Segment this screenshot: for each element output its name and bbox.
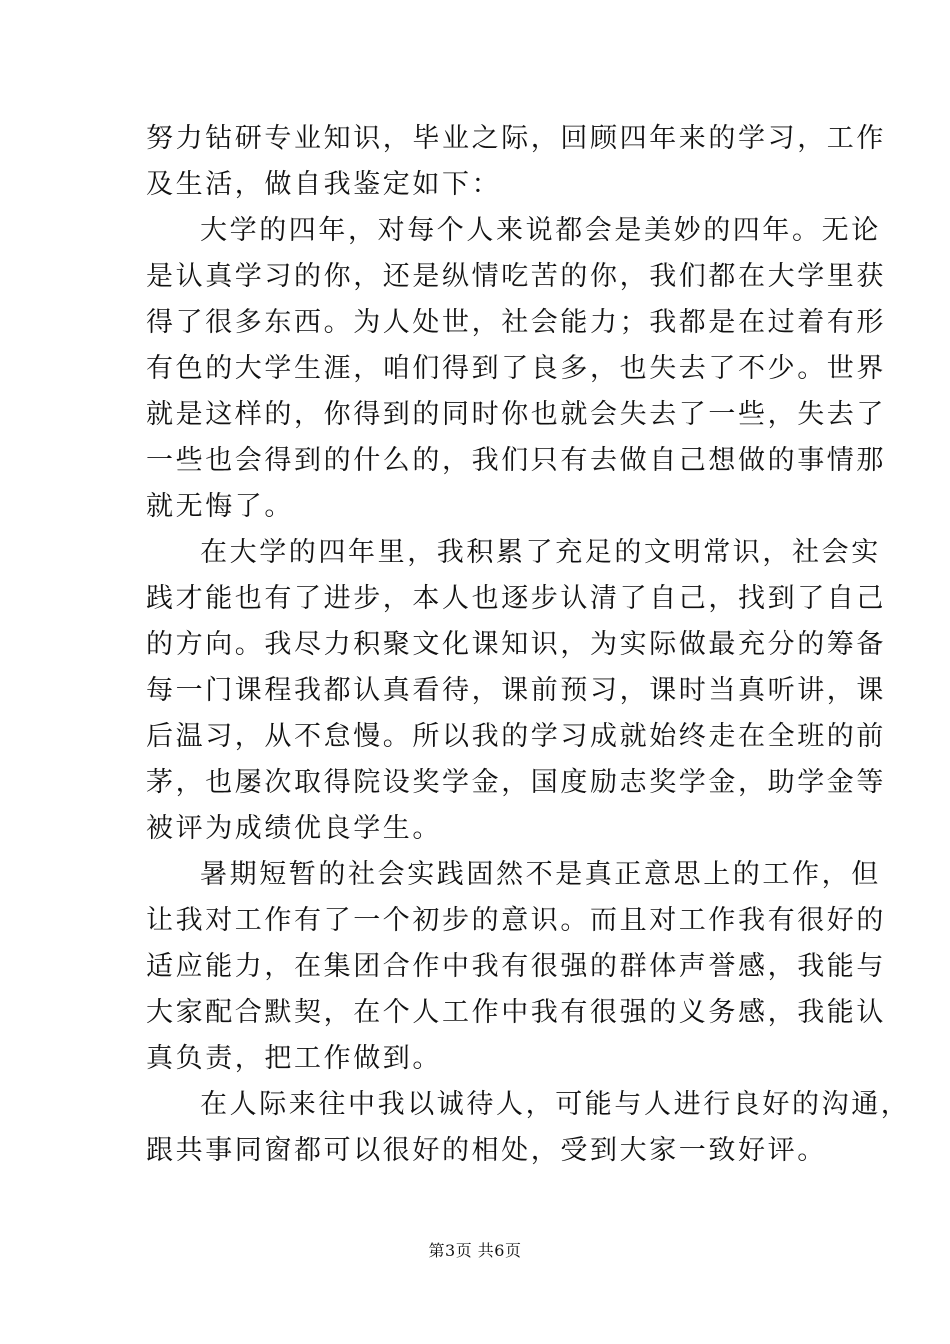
- text-line: 茅，也屡次取得院设奖学金，国度励志奖学金，助学金等: [146, 767, 886, 798]
- text-line: 大家配合默契，在个人工作中我有很强的义务感，我能认: [146, 997, 886, 1028]
- paragraph-start-line: 暑期短暂的社会实践固然不是真正意思上的工作，但: [200, 859, 881, 890]
- document-body: [146, 116, 911, 1174]
- text-line: 每一门课程我都认真看待，课前预习，课时当真听讲，课: [146, 675, 886, 706]
- text-line: 一些也会得到的什么的，我们只有去做自己想做的事情那: [146, 445, 886, 476]
- text-line: 得了很多东西。为人处世，社会能力；我都是在过着有形: [146, 307, 886, 338]
- text-line: 努力钻研专业知识，毕业之际，回顾四年来的学习，工作: [146, 123, 886, 154]
- text-line: 让我对工作有了一个初步的意识。而且对工作我有很好的: [146, 905, 886, 936]
- text-line: 适应能力，在集团合作中我有很强的群体声誉感，我能与: [146, 951, 886, 982]
- text-line: 真负责，把工作做到。: [146, 1043, 442, 1074]
- text-line: 的方向。我尽力积聚文化课知识，为实际做最充分的筹备: [146, 629, 886, 660]
- text-line: 被评为成绩优良学生。: [146, 813, 442, 844]
- text-line: 是认真学习的你，还是纵情吃苦的你，我们都在大学里获: [146, 261, 886, 292]
- text-line: 及生活，做自我鉴定如下：: [146, 169, 502, 200]
- text-line: 跟共事同窗都可以很好的相处，受到大家一致好评。: [146, 1135, 827, 1166]
- paragraph-start-line: 在大学的四年里，我积累了充足的文明常识，社会实: [200, 537, 881, 568]
- text-line: 后温习，从不怠慢。所以我的学习成就始终走在全班的前: [146, 721, 886, 752]
- paragraph-start-line: 大学的四年，对每个人来说都会是美妙的四年。无论: [200, 215, 881, 246]
- text-line: 有色的大学生涯，咱们得到了良多，也失去了不少。世界: [146, 353, 886, 384]
- page-number-footer: 第3页 共6页: [428, 1241, 522, 1260]
- text-line: 就是这样的，你得到的同时你也就会失去了一些，失去了: [146, 399, 886, 430]
- text-line: 践才能也有了进步，本人也逐步认清了自己，找到了自己: [146, 583, 886, 614]
- text-line: 就无悔了。: [146, 491, 294, 522]
- paragraph-start-line: 在人际来往中我以诚待人，可能与人进行良好的沟通，: [200, 1089, 911, 1120]
